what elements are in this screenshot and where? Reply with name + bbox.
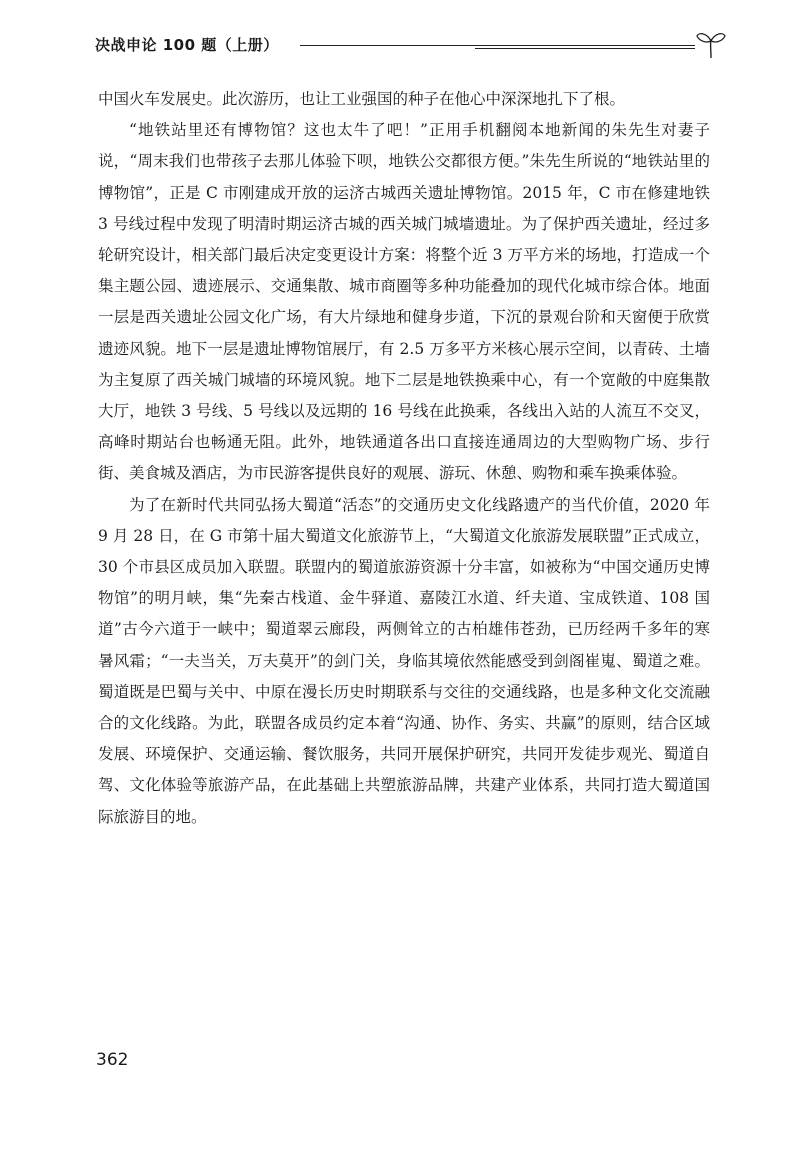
page-number: 362 xyxy=(96,1050,129,1070)
page-header xyxy=(95,30,735,64)
sprout-icon xyxy=(695,30,727,60)
book-title: 决战申论 100 题（上册） xyxy=(95,36,279,54)
paragraph-shu-road-alliance: 为了在新时代共同弘扬大蜀道“活态”的交通历史文化线路遗产的当代价值，2020 年 9 月 28 日，在 G 市第十届大蜀道文化旅游节上，“大蜀道文化旅游发展联盟”正式成立，30 个市县区成员加入联盟。联盟内的蜀道旅游资源十分丰富，如被称为“中国交通历史博物馆”的明月峡，集“先秦古栈道、金牛驿道、嘉陵江水道、纤夫道、宝成铁道、108 国道”古今六道于一峡中；蜀道翠云廊段，两侧耸立的古柏雄伟苍劲，已历经两千多年的寒暑风霜；“一夫当关，万夫莫开”的剑门关，身临其境依然能感受到剑阁崔嵬、蜀道之难。蜀道既是巴蜀与关中、中原在漫长历史时期联系与交往的交通线路，也是多种文化交流融合的文化线路。为此，联盟各成员约定本着“沟通、协作、务实、共赢”的原则，结合区域发展、环境保护、交通运输、餐饮服务，共同开展保护研究，共同开发徒步观光、蜀道自驾、文化体验等旅游产品，在此基础上共塑旅游品牌，共建产业体系，共同打造大蜀道国际旅游目的地。 xyxy=(98,495,710,826)
article-body xyxy=(98,84,710,833)
paragraph-continuation: 中国火车发展史。此次游历，也让工业强国的种子在他心中深深地扎下了根。 xyxy=(98,90,626,108)
header-rule-secondary xyxy=(475,48,695,49)
header-rule xyxy=(300,45,695,46)
paragraph-metro-museum: “地铁站里还有博物馆？这也太牛了吧！”正用手机翻阅本地新闻的朱先生对妻子说，“周末我们也带孩子去那儿体验下呗，地铁公交都很方便。”朱先生所说的“地铁站里的博物馆”，正是 C 市刚建成开放的运济古城西关遗址博物馆。2015 年，C 市在修建地铁 3 号线过程中发现了明清时期运济古城的西关城门城墙遗址。为了保护西关遗址，经过多轮研究设计，相关部门最后决定变更设计方案：将整个近 3 万平方米的场地，打造成一个集主题公园、遗迹展示、交通集散、城市商圈等多种功能叠加的现代化城市综合体。地面一层是西关遗址公园文化广场，有大片绿地和健身步道，下沉的景观台阶和天窗便于欣赏遗迹风貌。地下一层是遗址博物馆展厅，有 2.5 万多平方米核心展示空间，以青砖、土墙为主复原了西关城门城墙的环境风貌。地下二层是地铁换乘中心，有一个宽敞的中庭集散大厅，地铁 3 号线、5 号线以及远期的 16 号线在此换乘，各线出入站的人流互不交叉，高峰时期站台也畅通无阻。此外，地铁通道各出口直接连通周边的大型购物广场、步行街、美食城及酒店，为市民游客提供良好的观展、游玩、休憩、购物和乘车换乘体验。 xyxy=(98,121,710,483)
